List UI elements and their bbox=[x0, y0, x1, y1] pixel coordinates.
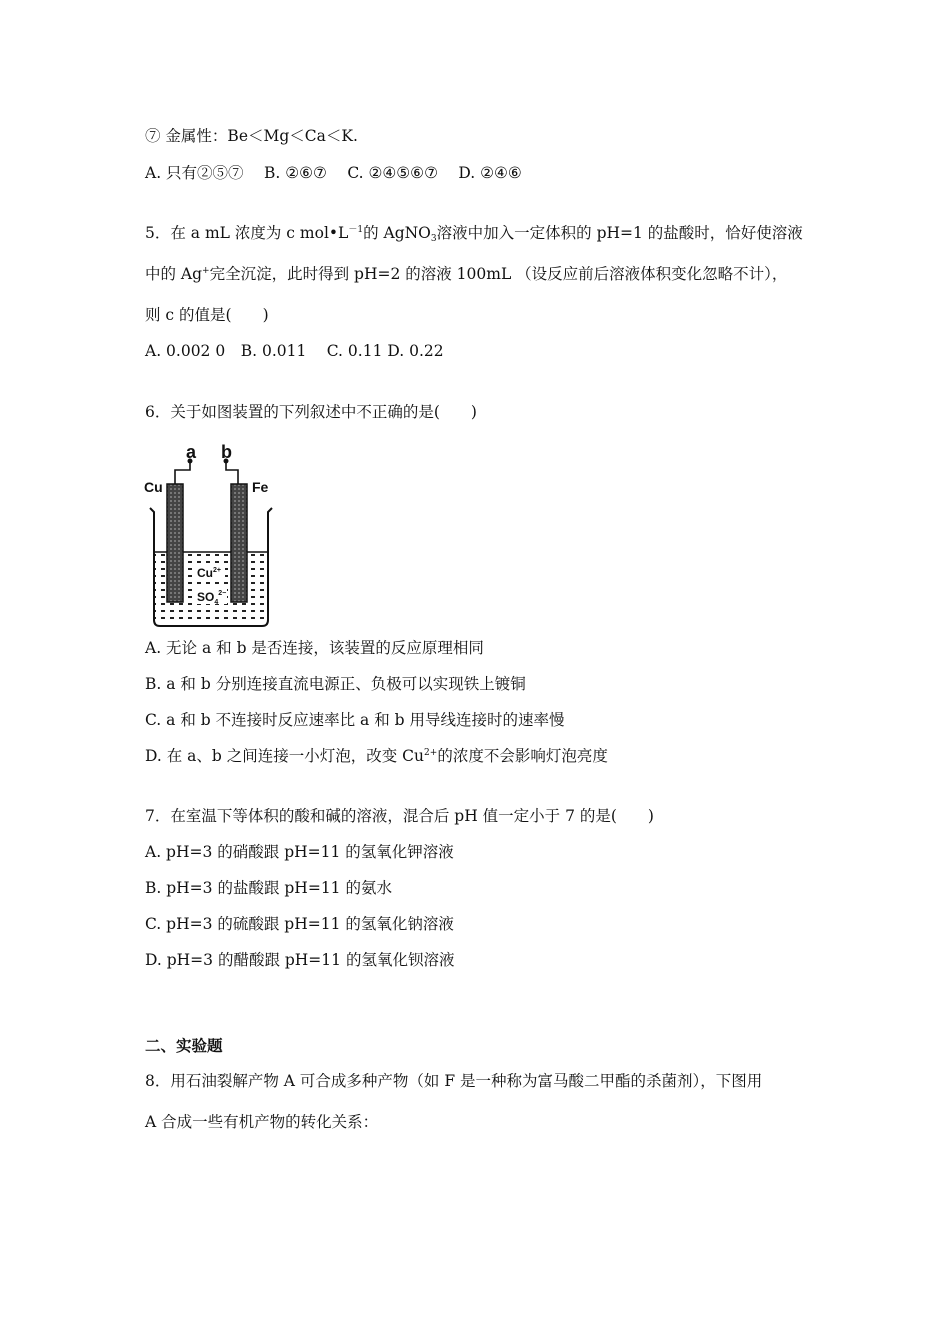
q5-stem-line2 bbox=[145, 264, 787, 284]
ion-cu2-text: Cu bbox=[197, 566, 213, 580]
label-a: a bbox=[186, 442, 197, 462]
q5-subscript: 3 bbox=[430, 234, 437, 244]
q6-option-d-text: 的浓度不会影响灯泡亮度 bbox=[437, 747, 608, 765]
q6-option-c: C. a 和 b 不连接时反应速率比 a 和 b 用导线连接时的速率慢 bbox=[145, 711, 565, 729]
q7-option-d: D. pH=3 的醋酸跟 pH=11 的氢氧化钡溶液 bbox=[145, 951, 455, 969]
q6-stem: 6．关于如图装置的下列叙述中不正确的是( ) bbox=[145, 403, 477, 421]
q5-text: 溶液中加入一定体积的 pH=1 的盐酸时，恰好使溶液 bbox=[436, 224, 803, 242]
q5-superscript: + bbox=[202, 266, 210, 276]
q6-option-b: B. a 和 b 分别连接直流电源正、负极可以实现铁上镀铜 bbox=[145, 675, 526, 693]
label-fe: Fe bbox=[252, 479, 269, 495]
label-b: b bbox=[221, 442, 232, 462]
section-heading: 二、实验题 bbox=[145, 1036, 223, 1055]
q5-text: 中的 Ag bbox=[145, 265, 203, 283]
q5-stem-line3: 则 c 的值是( ) bbox=[145, 306, 269, 324]
label-cu: Cu bbox=[144, 479, 163, 495]
wire-b bbox=[226, 462, 238, 484]
q7-option-a: A. pH=3 的硝酸跟 pH=11 的氢氧化钾溶液 bbox=[145, 843, 454, 861]
q8-stem-line2: A 合成一些有机产物的转化关系： bbox=[145, 1113, 379, 1131]
ion-so4-charge: 2− bbox=[218, 590, 227, 597]
q7-option-b: B. pH=3 的盐酸跟 pH=11 的氨水 bbox=[145, 879, 392, 897]
ion-so4-sub: 4 bbox=[214, 599, 219, 606]
q5-text: 5．在 a mL 浓度为 c mol•L bbox=[145, 224, 349, 242]
q4-options: A. 只有②⑤⑦ B. ②⑥⑦ C. ②④⑤⑥⑦ D. ②④⑥ bbox=[145, 164, 522, 182]
cell-diagram bbox=[142, 440, 277, 630]
q5-options: A. 0.002 0 B. 0.011 C. 0.11 D. 0.22 bbox=[145, 342, 444, 360]
q6-option-a: A. 无论 a 和 b 是否连接，该装置的反应原理相同 bbox=[145, 639, 484, 657]
wire-a bbox=[175, 462, 190, 484]
fe-electrode bbox=[231, 484, 247, 602]
q5-stem-line1 bbox=[145, 223, 803, 243]
q6-option-d bbox=[145, 746, 608, 766]
q5-text: 完全沉淀，此时得到 pH=2 的溶液 100mL （设反应前后溶液体积变化忽略不计）， bbox=[209, 265, 788, 283]
electrochemical-cell-figure bbox=[142, 440, 277, 630]
q5-superscript: －1 bbox=[348, 225, 364, 235]
cu-electrode bbox=[167, 484, 183, 602]
ion-so4-text: SO bbox=[197, 590, 215, 604]
q7-option-c: C. pH=3 的硫酸跟 pH=11 的氢氧化钠溶液 bbox=[145, 915, 454, 933]
ion-cu2-charge: 2+ bbox=[213, 567, 221, 574]
q8-stem-line1: 8．用石油裂解产物 A 可合成多种产物（如 F 是一种称为富马酸二甲酯的杀菌剂），下图用 bbox=[145, 1072, 763, 1090]
q5-text: 的 AgNO bbox=[363, 224, 431, 242]
q6-option-d-text: D. 在 a、b 之间连接一小灯泡，改变 Cu bbox=[145, 747, 425, 765]
q4-item-7: ⑦ 金属性：Be＜Mg＜Ca＜K. bbox=[145, 127, 358, 145]
q7-stem: 7．在室温下等体积的酸和碱的溶液，混合后 pH 值一定小于 7 的是( ) bbox=[145, 807, 654, 825]
q6-option-d-superscript: 2+ bbox=[424, 748, 438, 758]
